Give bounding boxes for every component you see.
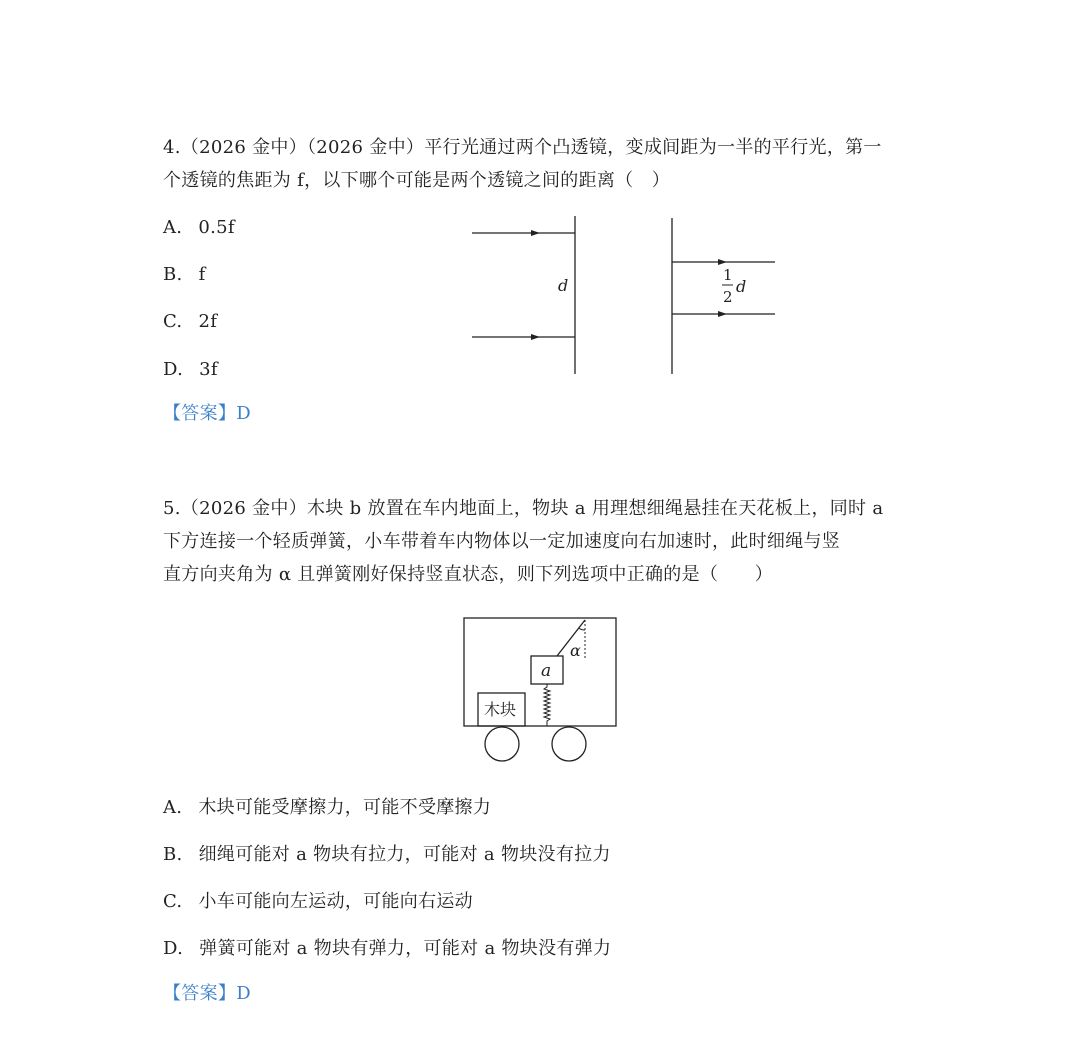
arrowhead-icon <box>531 230 540 236</box>
q4-answer <box>163 403 251 425</box>
q5-option-b-text: 细绳可能对 a 物块有拉力，可能对 a 物块没有拉力 <box>198 844 611 865</box>
q5-stem-line2: 下方连接一个轻质弹簧，小车带着车内物体以一定加速度向右加速时，此时细绳与竖 <box>163 531 841 552</box>
q4-answer-label: 【答案】 <box>163 403 237 424</box>
q5-option-d-label: D. <box>163 938 184 959</box>
q5-answer <box>163 983 251 1005</box>
q5-option-a-label: A. <box>163 797 183 818</box>
q5-option-a-text: 木块可能受摩擦力，可能不受摩擦力 <box>198 797 492 818</box>
label-d: d <box>558 276 569 295</box>
angle-label: α <box>570 641 581 660</box>
q4-stem-line1: 4.（2026 金中）（2026 金中）平行光通过两个凸透镜，变成间距为一半的平行光，第一 <box>163 137 882 158</box>
angle-arc <box>579 628 585 630</box>
q4-option-b <box>163 264 206 286</box>
q5-option-c-label: C. <box>163 891 183 912</box>
q4-stem-line2: 个透镜的焦距为 f，以下哪个可能是两个透镜之间的距离（ ） <box>163 170 671 191</box>
wheel-left-icon <box>485 727 519 761</box>
q5-stem-line3: 直方向夹角为 α 且弹簧刚好保持竖直状态，则下列选项中正确的是（ ） <box>163 564 774 585</box>
q5-answer-label: 【答案】 <box>163 983 237 1004</box>
q4-option-c <box>163 311 217 333</box>
label-half-denominator: 2 <box>723 288 733 306</box>
q4-lens-diagram <box>460 212 790 382</box>
q4-option-d <box>163 359 218 381</box>
q5-option-d <box>163 938 611 960</box>
q5-option-c <box>163 891 473 913</box>
q4-option-a <box>163 217 235 239</box>
q5-stem-line1: 5.（2026 金中）木块 b 放置在车内地面上，物块 a 用理想细绳悬挂在天花板上，同时 a <box>163 498 884 519</box>
q4-option-d-label: D. <box>163 359 184 380</box>
q4-option-d-text: 3f <box>199 359 218 380</box>
q5-option-a <box>163 797 491 819</box>
arrowhead-icon <box>531 334 540 340</box>
label-half-numerator: 1 <box>723 266 733 284</box>
q5-cart-diagram <box>462 616 622 766</box>
wheel-right-icon <box>552 727 586 761</box>
q4-answer-value: D <box>236 403 251 424</box>
q4-option-b-label: B. <box>163 264 183 285</box>
q4-option-c-label: C. <box>163 311 183 332</box>
q4-option-a-label: A. <box>163 217 183 238</box>
spring-icon <box>544 684 550 726</box>
q5-option-b-label: B. <box>163 844 183 865</box>
q5-answer-value: D <box>236 983 251 1004</box>
label-half-d: d <box>736 277 747 296</box>
q5-option-c-text: 小车可能向左运动，可能向右运动 <box>198 891 473 912</box>
q4-option-a-text: 0.5f <box>198 217 235 238</box>
block-a-label: a <box>541 661 552 681</box>
q5-option-b <box>163 844 611 866</box>
q4-option-c-text: 2f <box>198 311 218 332</box>
q5-option-d-text: 弹簧可能对 a 物块有弹力，可能对 a 物块没有弹力 <box>199 938 612 959</box>
q4-option-b-text: f <box>198 264 206 285</box>
arrowhead-icon <box>718 311 727 317</box>
arrowhead-icon <box>718 259 727 265</box>
block-b-label: 木块 <box>484 700 517 719</box>
